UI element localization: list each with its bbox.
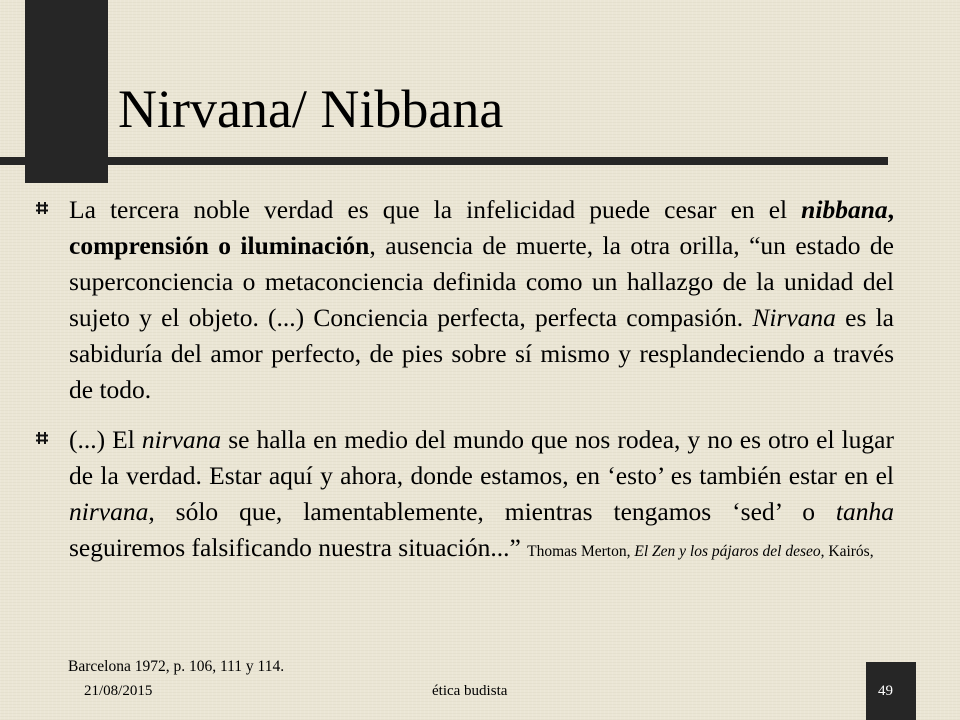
- bullet-text-part: seguiremos falsificando nuestra situación...”: [69, 533, 521, 562]
- bullet-text-part: se halla en medio del mundo que nos rodea, y no es otro el lugar de la verdad. Estar aquí y ahora, donde estamos, en ‘esto’ es también estar en el: [69, 425, 894, 490]
- citation-book: El Zen y los pájaros del deseo: [634, 543, 821, 560]
- bullet-text-part: , ausencia de muerte, la otra orilla, “un estado de superconciencia o metaconciencia definida como un hallazgo de la unidad del sujeto y el objeto. (...) Conciencia perfecta, perfecta compasión.: [69, 231, 895, 332]
- bullet-term-nibbana: nibbana: [801, 195, 888, 224]
- bullet-text: [69, 192, 894, 408]
- title-underline-bar: [0, 157, 888, 165]
- bullet-bold-phrase: , comprensión o iluminación: [69, 195, 894, 260]
- bullet-term-nirvana: nirvana: [141, 425, 222, 454]
- bullet-term-tanha: tanha: [835, 497, 894, 526]
- hash-bullet-icon: [35, 192, 69, 220]
- bullet-item: [35, 422, 905, 566]
- bullet-text-part: La tercera noble verdad es que la infelicidad puede cesar en el: [69, 195, 802, 224]
- bullet-term-nirvana: Nirvana: [752, 303, 836, 332]
- decorative-vertical-bar: [25, 0, 108, 183]
- citation-continuation: Barcelona 1972, p. 106, 111 y 114.: [68, 658, 285, 675]
- bullet-term-nirvana: nirvana: [69, 497, 149, 526]
- footer-date: 21/08/2015: [84, 683, 153, 699]
- footer-title: ética budista: [432, 683, 508, 699]
- bullet-text-part: es la sabiduría del amor perfecto, de pies sobre sí mismo y resplandeciendo a través de todo.: [69, 303, 894, 404]
- citation: [527, 543, 873, 560]
- page-number: 49: [878, 683, 893, 699]
- hash-bullet-icon: [35, 422, 69, 450]
- bullet-text-part: (...) El: [69, 425, 142, 454]
- citation-author: Thomas Merton,: [527, 543, 635, 560]
- bullet-text-part: , sólo que, lamentablemente, mientras tengamos ‘sed’ o: [148, 497, 836, 526]
- slide-title: Nirvana/ Nibbana: [118, 79, 504, 139]
- bullet-item: [35, 192, 905, 408]
- bullet-text: [69, 422, 894, 566]
- slide-body: [35, 192, 905, 580]
- citation-publisher: , Kairós,: [820, 543, 874, 560]
